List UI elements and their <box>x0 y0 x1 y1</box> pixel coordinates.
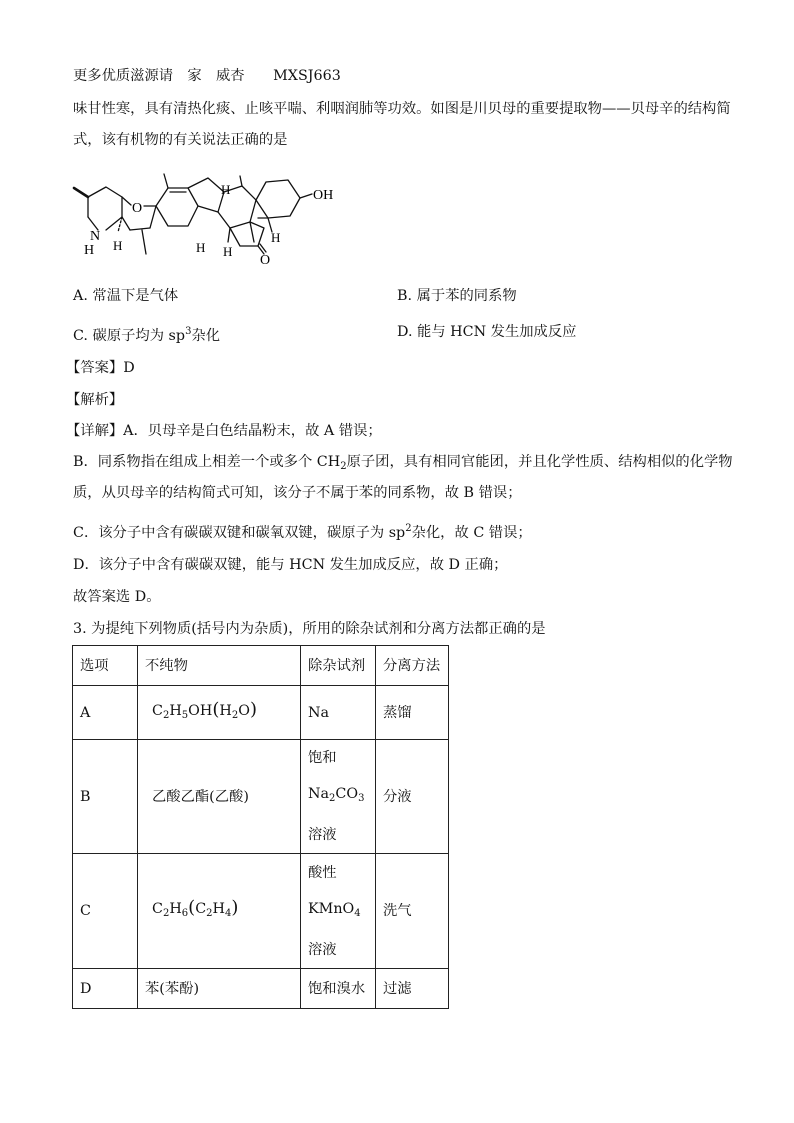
detail-line-6: 故答案选 D。 <box>73 589 161 605</box>
table-row <box>73 740 449 854</box>
row-d-reagent: 饱和溴水 <box>301 969 376 1009</box>
hydroxyl-label: OH <box>313 188 334 203</box>
row-d-impure: 苯(苯酚) <box>138 969 301 1009</box>
option-c-text: 碳原子均为 $sp^3$杂化 <box>92 326 221 344</box>
option-d-text: 能与 HCN 发生加成反应 <box>417 324 577 340</box>
row-d-option: D <box>73 969 138 1009</box>
row-a-option: A <box>73 686 138 740</box>
option-b[interactable] <box>397 286 517 306</box>
table-header-row <box>73 646 449 686</box>
detail-line-3: 质，从贝母辛的结构简式可知，该分子不属于苯的同系物，故 B 错误； <box>73 485 522 501</box>
answer-value: D <box>123 360 135 376</box>
amine-hydrogen-label: H <box>84 243 95 258</box>
row-b-method: 分液 <box>376 740 449 854</box>
table-row <box>73 969 449 1009</box>
ketone-oxygen-label: O <box>260 253 271 268</box>
answer-line <box>66 358 135 378</box>
stereo-h-label-4: H <box>223 244 233 259</box>
header-reagent: 除杂试剂 <box>301 646 376 686</box>
row-c-option: C <box>73 854 138 969</box>
detail-line-1: 【详解】A．贝母辛是白色结晶粉末，故 A 错误； <box>66 423 382 439</box>
header-watermark: 更多优质滋源请 家 威杏 MXSJ663 <box>73 68 341 84</box>
analysis-label: 【解析】 <box>66 392 124 408</box>
row-c-method: 洗气 <box>376 854 449 969</box>
structure-diagram <box>68 170 338 270</box>
header-method: 分离方法 <box>376 646 449 686</box>
row-a-reagent: Na <box>301 686 376 740</box>
purification-table <box>72 645 449 1009</box>
q2-stem-line1: 味甘性寒，具有清热化痰、止咳平喘、利咽润肺等功效。如图是川贝母的重要提取物——贝母辛的结构简 <box>73 101 731 117</box>
detail-line-2: B．同系物指在组成上相差一个或多个 $CH_2$原子团，具有相同官能团，并且化学性质、结构相似的化学物 <box>73 454 733 472</box>
amine-nitrogen-label: N <box>90 229 101 244</box>
row-c-impure: $C_2H_6(C_2H_4)$ <box>138 854 301 969</box>
option-a[interactable] <box>73 286 178 306</box>
table-row <box>73 686 449 740</box>
detail-line-5: D．该分子中含有碳碳双键，能与 HCN 发生加成反应，故 D 正确； <box>73 557 508 573</box>
row-a-method: 蒸馏 <box>376 686 449 740</box>
stereo-h-label-2: H <box>221 182 231 197</box>
q3-stem: 3. 为提纯下列物质(括号内为杂质)，所用的除杂试剂和分离方法都正确的是 <box>73 621 546 637</box>
header-impure: 不纯物 <box>138 646 301 686</box>
stereo-h-label-1: H <box>113 238 123 253</box>
row-b-reagent: 饱和 $Na_2CO_3$ 溶液 <box>301 740 376 854</box>
option-d-letter: D. <box>397 324 413 340</box>
answer-label: 【答案】 <box>66 360 124 376</box>
option-d[interactable] <box>397 322 576 342</box>
table-row <box>73 854 449 969</box>
row-b-option: B <box>73 740 138 854</box>
stereo-h-label-5: H <box>271 230 281 245</box>
option-a-letter: A. <box>73 288 88 304</box>
stereo-h-label-3: H <box>196 240 206 255</box>
option-c[interactable] <box>73 322 220 346</box>
option-b-text: 属于苯的同系物 <box>416 288 517 304</box>
option-a-text: 常温下是气体 <box>92 288 179 304</box>
row-a-impure: $C_2H_5OH(H_2O)$ <box>138 686 301 740</box>
row-d-method: 过滤 <box>376 969 449 1009</box>
option-b-letter: B. <box>397 288 413 304</box>
detail-line-4: C．该分子中含有碳碳双键和碳氧双键，碳原子为 $sp^2$杂化，故 C 错误； <box>73 523 532 541</box>
header-option: 选项 <box>73 646 138 686</box>
row-b-impure: 乙酸乙酯(乙酸) <box>138 740 301 854</box>
ring-oxygen-label: O <box>132 201 143 216</box>
q2-stem-line2: 式，该有机物的有关说法正确的是 <box>73 132 288 148</box>
option-c-letter: C. <box>73 328 88 344</box>
row-c-reagent: 酸性 KMnO$_4$ 溶液 <box>301 854 376 969</box>
